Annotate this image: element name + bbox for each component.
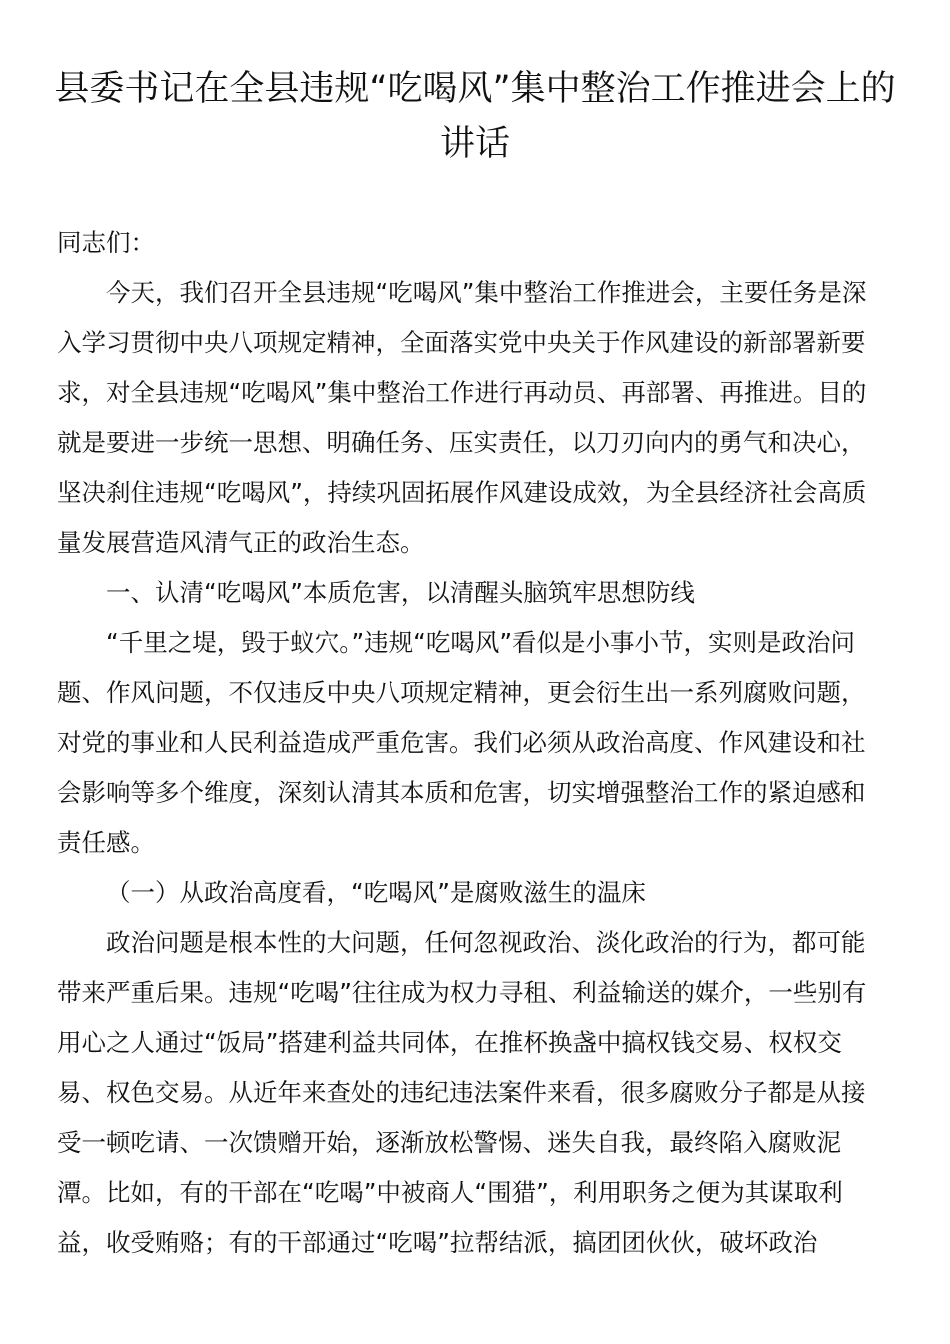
document-title: 县委书记在全县违规“吃喝风”集中整治工作推进会上的讲话 [54, 69, 896, 164]
document-body [57, 218, 887, 1268]
section-paragraph: “千里之堤，毁于蚁穴。”违规“吃喝风”看似是小事小节，实则是政治问题、作风问题，不仅违反中央八项规定精神，更会衍生出一系列腐败问题，对党的事业和人民利益造成严重危害。我们必须从政治高度、作风建设和社会影响等多个维度，深刻认清其本质和危害，切实增强整治工作的紧迫感和责任感。 [57, 628, 866, 857]
intro-paragraph: 今天，我们召开全县违规“吃喝风”集中整治工作推进会，主要任务是深入学习贯彻中央八项规定精神，全面落实党中央关于作风建设的新部署新要求，对全县违规“吃喝风”集中整治工作进行再动员、再部署、再推进。目的就是要进一步统一思想、明确任务、压实责任，以刀刃向内的勇气和决心，坚决刹住违规“吃喝风”，持续巩固拓展作风建设成效，为全县经济社会高质量发展营造风清气正的政治生态。 [57, 278, 867, 557]
sub-paragraph: 政治问题是根本性的大问题，任何忽视政治、淡化政治的行为，都可能带来严重后果。违规“吃喝”往往成为权力寻租、利益输送的媒介，一些别有用心之人通过“饭局”搭建利益共同体，在推杯换盏中搞权钱交易、权权交易、权色交易。从近年来查处的违纪违法案件来看，很多腐败分子都是从接受一顿吃请、一次馈赠开始，逐渐放松警惕、迷失自我，最终陷入腐败泥潭。比如，有的干部在“吃喝”中被商人“围猎”，利用职务之便为其谋取利益，收受贿赂；有的干部通过“吃喝”拉帮结派，搞团团伙伙，破坏政治 [57, 928, 867, 1257]
sub-heading: （一）从政治高度看，“吃喝风”是腐败滋生的温床 [106, 878, 646, 907]
section-heading: 一、认清“吃喝风”本质危害，以清醒头脑筑牢思想防线 [106, 578, 695, 607]
salutation: 同志们： [57, 228, 155, 257]
